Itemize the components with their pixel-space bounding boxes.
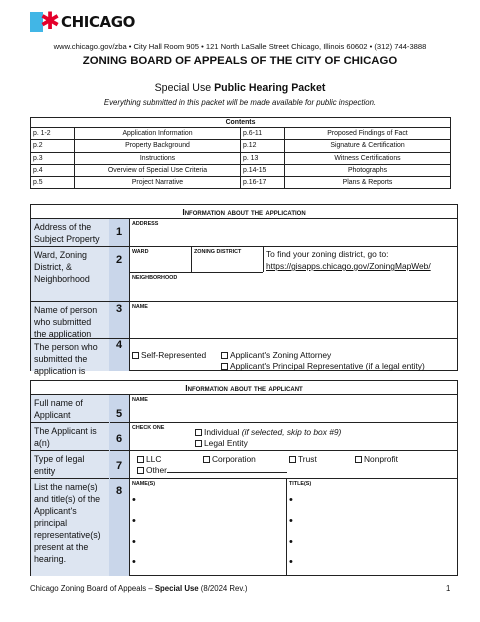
option-label: Corporation	[212, 454, 256, 464]
box-number-4: 4	[109, 339, 129, 371]
ward-field-label: WARD	[132, 249, 149, 255]
checkbox[interactable]	[289, 456, 296, 463]
representatives-label: List the name(s) and title(s) of the Applicant's principal representative(s) present at the hearing.	[31, 479, 109, 576]
address-input[interactable]	[130, 225, 457, 245]
ward-input[interactable]	[130, 253, 190, 273]
name-bullet: •	[132, 536, 136, 548]
page-ref: p.4	[31, 164, 75, 176]
checkbox[interactable]	[355, 456, 362, 463]
box-number-3: 3	[109, 302, 129, 338]
checkbox[interactable]	[195, 429, 202, 436]
option-other[interactable]	[137, 465, 287, 475]
contact-line: www.chicago.gov/zba • City Hall Room 905 • 121 North LaSalle Street Chicago, Illinois 60602 • (312) 744-3888	[53, 42, 427, 51]
section-name: Witness Certifications	[285, 152, 451, 164]
contents-table	[30, 117, 451, 189]
find-zoning-text: To find your zoning district, go to:	[266, 249, 389, 259]
title-bullet: •	[289, 494, 293, 506]
submitter-type-label: The person who submitted the application is	[31, 339, 109, 371]
ward-label: Ward, Zoning District, & Neighborhood	[31, 247, 109, 301]
option-trust[interactable]	[289, 454, 317, 464]
page-ref: p. 1-2	[31, 128, 75, 140]
page-ref: p.2	[31, 140, 75, 152]
page-ref: p.5	[31, 177, 75, 189]
logo-text: CHICAGO	[61, 13, 136, 31]
section-name: Photographs	[285, 164, 451, 176]
box-number-2: 2	[109, 247, 129, 301]
section-name: Project Narrative	[75, 177, 241, 189]
option-self-represented[interactable]	[132, 350, 206, 360]
footer-text	[30, 584, 247, 593]
section-name: Application Information	[75, 128, 241, 140]
applicant-is-label: The Applicant is a(n)	[31, 423, 109, 450]
application-section-title: Information about the application	[182, 207, 306, 217]
section-name: Signature & Certification	[285, 140, 451, 152]
checkbox[interactable]	[203, 456, 210, 463]
box-number-6: 6	[109, 423, 129, 450]
name-bullet: •	[132, 556, 136, 568]
address-label: Address of the Subject Property	[31, 219, 109, 246]
red-star-icon: ✱	[40, 8, 61, 35]
table-row	[31, 128, 451, 140]
option-principal-representative[interactable]	[221, 361, 425, 371]
section-name: Property Background	[75, 140, 241, 152]
applicant-name-field-label: NAME	[132, 397, 148, 403]
box-number-8: 8	[109, 479, 129, 576]
option-llc[interactable]	[137, 454, 161, 464]
page-ref: p.3	[31, 152, 75, 164]
box-number-1: 1	[109, 219, 129, 246]
table-row	[31, 152, 451, 164]
box-number-7: 7	[109, 451, 129, 478]
check-one-label: CHECK ONE	[132, 425, 165, 431]
subtitle-part-a: Special Use	[154, 82, 215, 94]
checkbox[interactable]	[221, 363, 228, 370]
checkbox[interactable]	[221, 352, 228, 359]
section-name: Instructions	[75, 152, 241, 164]
chicago-logo	[30, 10, 135, 34]
checkbox[interactable]	[137, 467, 144, 474]
name-bullet: •	[132, 515, 136, 527]
applicant-section-title: Information about the applicant	[185, 383, 303, 393]
names-field-label: NAME(S)	[132, 481, 156, 487]
option-label: Legal Entity	[204, 438, 248, 448]
table-row	[31, 164, 451, 176]
submitter-name-input[interactable]	[130, 309, 457, 337]
page-ref: p.16-17	[241, 177, 285, 189]
other-input[interactable]	[167, 465, 287, 473]
page-number: 1	[446, 584, 451, 593]
option-label: Individual	[204, 427, 240, 437]
option-corporation[interactable]	[203, 454, 256, 464]
table-row	[31, 140, 451, 152]
page-ref: p.12	[241, 140, 285, 152]
table-row	[31, 177, 451, 189]
zoning-district-input[interactable]	[192, 253, 262, 273]
page-ref: p.6-11	[241, 128, 285, 140]
contents-title: Contents	[31, 118, 451, 128]
section-name: Proposed Findings of Fact	[285, 128, 451, 140]
submitter-name-field-label: NAME	[132, 304, 148, 310]
submitter-name-label: Name of person who submitted the application	[31, 302, 109, 338]
option-label: Self-Represented	[141, 350, 207, 360]
option-label: Applicant's Zoning Attorney	[230, 350, 332, 360]
checkbox[interactable]	[195, 440, 202, 447]
zoning-map-link[interactable]: https://gisapps.chicago.gov/ZoningMapWeb/	[266, 261, 431, 271]
option-individual[interactable]	[195, 427, 341, 437]
page-title: ZONING BOARD OF APPEALS OF THE CITY OF CHICAGO	[82, 55, 398, 67]
footer-part-b: Special Use	[154, 584, 199, 593]
zoning-district-field-label: ZONING DISTRICT	[194, 249, 242, 255]
title-bullet: •	[289, 515, 293, 527]
section-name: Overview of Special Use Criteria	[75, 164, 241, 176]
box-number-5: 5	[109, 395, 129, 422]
neighborhood-field-label: NEIGHBORHOOD	[132, 275, 178, 281]
applicant-name-input[interactable]	[130, 401, 457, 421]
checkbox[interactable]	[132, 352, 139, 359]
option-label: Nonprofit	[364, 454, 398, 464]
application-info-section	[30, 204, 458, 376]
option-nonprofit[interactable]	[355, 454, 398, 464]
section-name: Plans & Reports	[285, 177, 451, 189]
title-bullet: •	[289, 556, 293, 568]
option-label: LLC	[146, 454, 162, 464]
packet-subtitle	[0, 82, 480, 94]
title-bullet: •	[289, 536, 293, 548]
entity-type-label: Type of legal entity	[31, 451, 109, 478]
titles-field-label: TITLE(S)	[289, 481, 312, 487]
checkbox[interactable]	[137, 456, 144, 463]
option-legal-entity[interactable]	[195, 438, 248, 448]
footer-part-a: Chicago Zoning Board of Appeals –	[30, 584, 155, 593]
option-label: Applicant's Principal Representative (if a legal entity)	[230, 361, 425, 371]
applicant-info-section	[30, 380, 458, 576]
neighborhood-input[interactable]	[130, 279, 457, 299]
page-ref: p.14-15	[241, 164, 285, 176]
option-label: Other	[146, 465, 167, 475]
subtitle-part-b: Public Hearing Packet	[214, 82, 326, 94]
public-inspection-notice: Everything submitted in this packet will be made available for public inspection.	[103, 98, 377, 107]
option-label: Trust	[298, 454, 317, 464]
option-zoning-attorney[interactable]	[221, 350, 331, 360]
name-bullet: •	[132, 494, 136, 506]
address-field-label: ADDRESS	[132, 221, 159, 227]
footer-part-c: (8/2024 Rev.)	[198, 584, 248, 593]
page-ref: p. 13	[241, 152, 285, 164]
full-name-label: Full name of Applicant	[31, 395, 109, 422]
option-note: (if selected, skip to box #9)	[239, 427, 342, 437]
